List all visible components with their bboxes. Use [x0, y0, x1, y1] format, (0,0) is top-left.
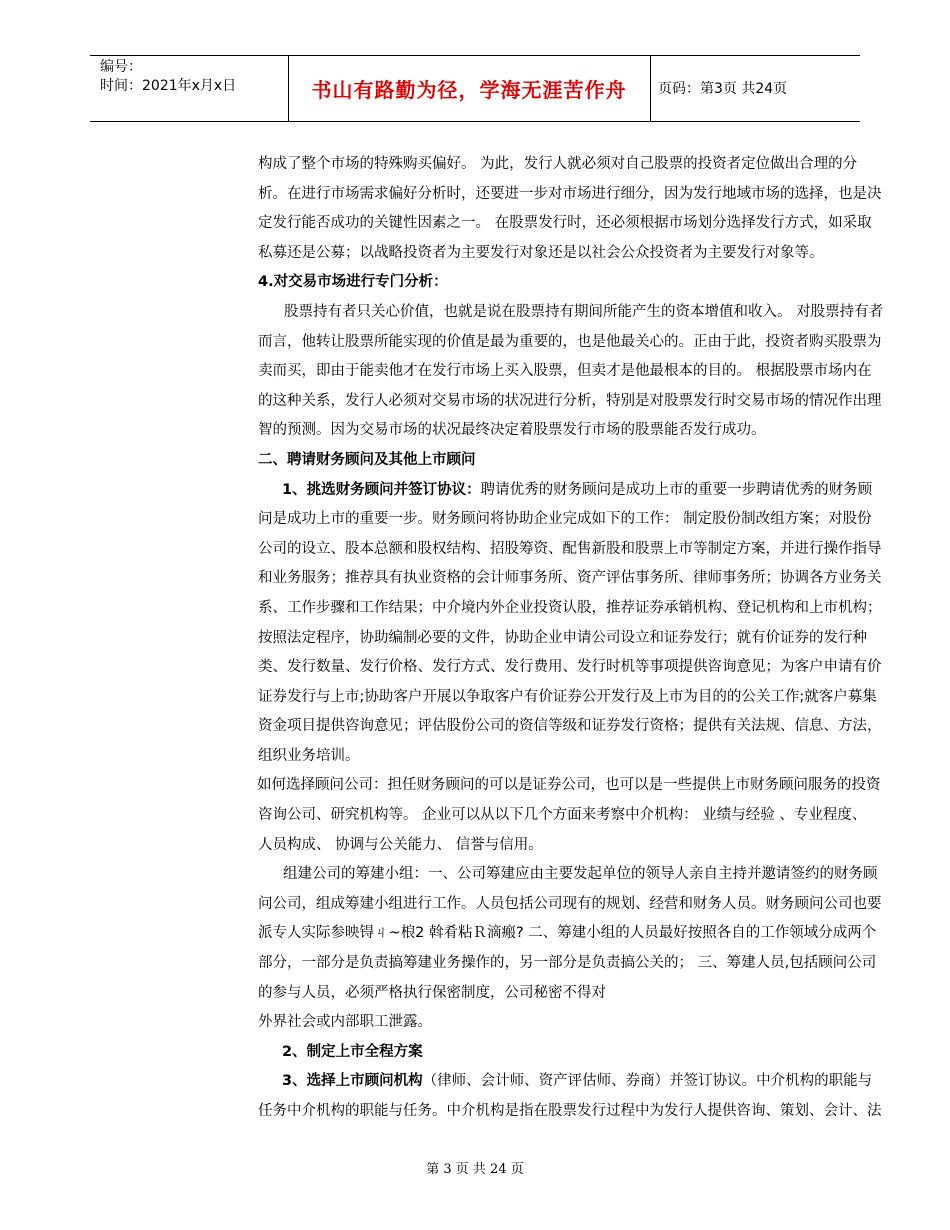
text-line: 私募还是公募；以战略投资者为主要发行对象还是以社会公众投资者为主要发行对象等。 [258, 244, 824, 261]
text-line: 构成了整个市场的特殊购买偏好。 为此，发行人就必须对自己股票的投资者定位做出合理的分 [258, 156, 858, 172]
item-1-text: 聘请优秀的财务顾问是成功上市的重要一步聘请优秀的财务顾 [480, 481, 873, 498]
section-heading-2: 二、聘请财务顾问及其他上市顾问 [258, 451, 476, 468]
text-line: 和业务服务；推荐具有执业资格的会计师事务所、资产评估事务所、律师事务所；协调各方业务关 [258, 570, 882, 587]
document-body [258, 150, 930, 1127]
text-line: 派专人实际参映锝ㄐ~桹2 斡肴粘Ｒ滴瘢? 二、筹建小组的人员最好按照各自的工作领域分成两个 [258, 925, 877, 942]
text-line: 的参与人员，必须严格执行保密制度，公司秘密不得对 [258, 984, 606, 1001]
text-line: 公司的设立、股本总额和股权结构、招股筹资、配售新股和股票上市等制定方案，并进行操作指导 [258, 540, 882, 557]
section-heading-4: 4.对交易市场进行专门分析： [258, 274, 448, 291]
header-time-label: 时间：2021年x月x日 [100, 78, 237, 94]
text-line: 智的预测。因为交易市场的状况最终决定着股票发行市场的股票能否发行成功。 [258, 422, 766, 439]
text-line: 证券发行与上市;协助客户开展以争取客户有价证券公开发行及上市为目的的公关工作;就客户募集 [258, 688, 877, 705]
text-line: 部分，一部分是负责搞筹建业务操作的，另一部分是负责搞公关的； 三、筹建人员,包括顾问公司 [258, 955, 877, 972]
header-number-label: 编号： [100, 59, 142, 75]
text-line: 如何选择顾问公司：担任财务顾问的可以是证券公司，也可以是一些提供上市财务顾问服务的投资 [257, 777, 881, 794]
text-line: 析。在进行市场需求偏好分析时，还要进一步对市场进行细分，因为发行地域市场的选择，也是决 [258, 185, 882, 202]
text-line: 卖而买，即由于能卖他才在发行市场上买入股票，但卖才是他最根本的目的。 根据股票市场内在 [258, 363, 872, 380]
item-3-text: （律师、会计师、资产评估师、券商）并签订协议。中介机构的职能与 [422, 1073, 873, 1090]
text-line: 系、工作步骤和工作结果；中介境内外企业投资认股，推荐证券承销机构、登记机构和上市机构； [258, 599, 882, 616]
text-line [258, 1067, 930, 1097]
text-line: 类、发行数量、发行价格、发行方式、发行费用、发行时机等事项提供咨询意见；为客户申请有价 [258, 659, 882, 676]
text-line: 咨询公司、研究机构等。 企业可以从以下几个方面来考察中介机构： 业绩与经验 、专业程度、 [258, 807, 867, 824]
text-line: 人员构成、 协调与公关能力、 信誉与信用。 [258, 836, 543, 853]
text-line: 的这种关系，发行人必须对交易市场的状况进行分析，特别是对股票发行时交易市场的情况作出理 [258, 392, 882, 409]
header-page-code: 页码：第3页 共24页 [658, 81, 788, 97]
text-line: 组建公司的筹建小组：一、公司筹建应由主要发起单位的领导人亲自主持并邀请签约的财务顾 [283, 866, 878, 883]
text-line: 定发行能否成功的关键性因素之一。 在股票发行时，还必须根据市场划分选择发行方式，如采取 [258, 215, 872, 232]
item-1-title: 1、挑选财务顾问并签订协议： [282, 481, 481, 498]
text-line [258, 476, 930, 506]
text-line: 问公司，组成筹建小组进行工作。人员包括公司现有的规划、经营和财务人员。财务顾问公司也要 [258, 895, 882, 912]
page-footer: 第 3 页 共 24 页 [426, 1162, 524, 1177]
item-3-title: 3、选择上市顾问机构 [282, 1073, 423, 1090]
text-line: 组织业务培训。 [258, 747, 360, 764]
header-motto: 书山有路勤为径，学海无涯苦作舟 [311, 77, 627, 102]
text-line: 任务中介机构的职能与任务。中介机构是指在股票发行过程中为发行人提供咨询、策划、会计、法 [258, 1103, 882, 1119]
text-line: 资金项目提供咨询意见；评估股份公司的资信等级和证券发行资格；提供有关法规、信息、方法， [258, 718, 882, 735]
text-line: 问是成功上市的重要一步。财务顾问将协助企业完成如下的工作： 制定股份制改组方案；对股份 [258, 511, 872, 528]
header-meta [100, 58, 236, 96]
text-line: 按照法定程序，协助编制必要的文件，协助企业申请公司设立和证券发行；就有价证券的发行种 [258, 629, 867, 646]
text-line: 外界社会或内部职工泄露。 [258, 1014, 432, 1031]
text-line: 而言，他转让股票所能实现的价值是最为重要的，也是他最关心的。正由于此，投资者购买股票为 [258, 333, 882, 350]
header-bottom-rule [90, 121, 860, 122]
header-divider-right [650, 55, 651, 121]
item-2-heading: 2、制定上市全程方案 [282, 1043, 423, 1060]
text-line: 股票持有者只关心价值，也就是说在股票持有期间所能产生的资本增值和收入。 对股票持有者 [284, 303, 884, 320]
